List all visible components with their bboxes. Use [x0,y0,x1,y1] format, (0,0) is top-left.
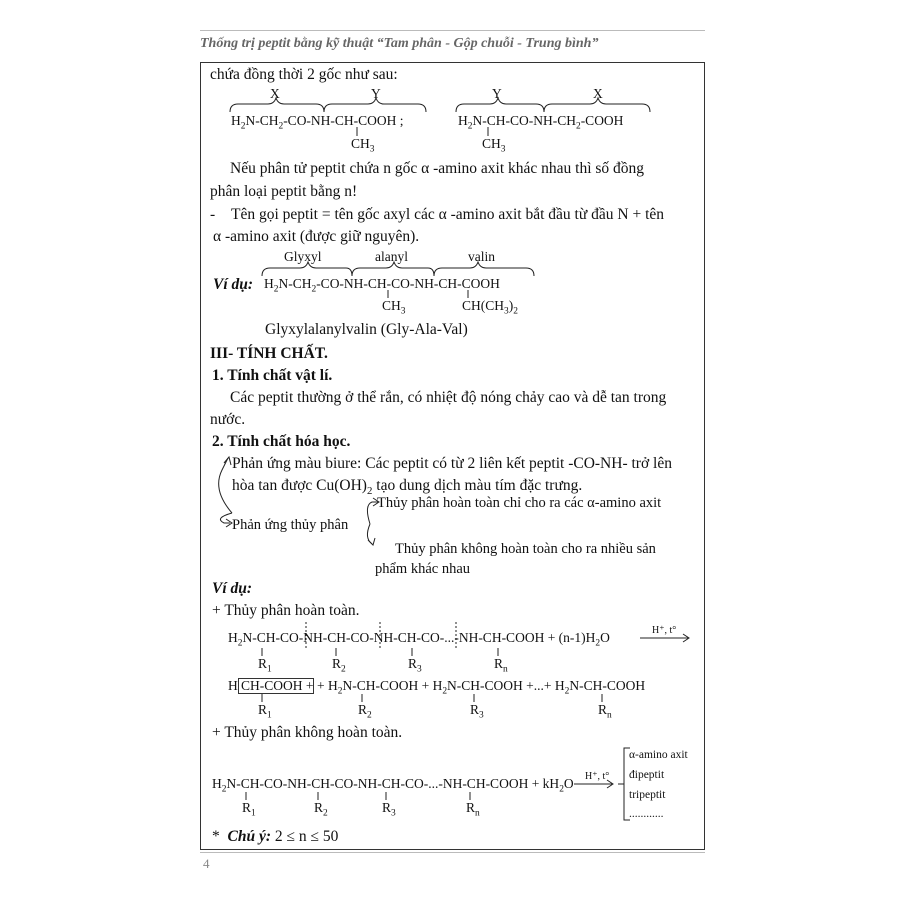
product-amino-acid: α-amino axit [629,749,688,761]
eqB-Rn: $R_n$ [598,702,612,721]
brace-label-glyxyl: Glyxyl [284,249,322,264]
eqA-R1: $R_1$ [258,656,272,675]
intro-line: chứa đồng thời 2 gốc như sau: [210,66,398,83]
full-hydrolysis: Thủy phân hoàn toàn chỉ cho ra các α-amino axit [377,495,662,511]
partial-title: + Thủy phân không hoàn toàn. [212,724,403,741]
example-branch-ch3: $CH_3$ [382,298,406,317]
eq2-formula: $H_2N-CH-CO-NH-CH_2$-COOH [458,113,624,132]
eqC-condition: H⁺, t° [585,771,610,782]
footer-rule [200,852,705,853]
subsection2-title: 2. Tính chất hóa học. [212,433,351,450]
partial-line2: phẩm khác nhau [375,561,471,577]
eqA-Rn: $R_n$ [494,656,508,675]
example-peptide-name: Glyxylalanylvalin (Gly-Ala-Val) [265,321,468,338]
phys-line1: Các peptit thường ở thể rắn, có nhiệt độ nóng chảy cao và dễ tan trong [230,389,667,406]
full-title: + Thủy phân hoàn toàn. [212,602,360,619]
page-number: 4 [203,856,210,871]
para1-line1: Nếu phân tử peptit chứa n gốc α -amino axit khác nhau thì số đồng [230,160,645,177]
para2-line2: α -amino axit (được giữ nguyên). [213,228,420,245]
eq2-label-x: X [593,86,603,101]
eqA-condition: H⁺, t° [652,625,677,636]
eq1-branch: $CH_3$ [351,136,375,155]
eqC-R3: $R_3$ [382,800,396,819]
example-formula: $H_2N-CH_2-CO-NH-CH-CO-NH-CH$-COOH [264,276,500,295]
eqC-Rn: $R_n$ [466,800,480,819]
partial-line1: Thủy phân không hoàn toàn cho ra nhiều sản [395,541,656,557]
eq1-label-y: Y [371,86,381,101]
product-dipeptide: đipeptit [629,769,665,781]
eqA-R2: $R_2$ [332,656,346,675]
eq1-label-x: X [270,86,280,101]
eqB-box-text: CH-COOH + [241,678,314,693]
product-ellipsis: ............ [629,808,664,820]
para1-line2: phân loại peptit bằng n! [210,183,358,200]
eqB-R2: $R_2$ [358,702,372,721]
eq2-branch: $CH_3$ [482,136,506,155]
para2-line1: Tên gọi peptit = tên gốc axyl các α -amino axit bắt đầu từ đầu N + tên [231,206,665,223]
eqB-R3: $R_3$ [470,702,484,721]
eqC-R2: $R_2$ [314,800,328,819]
note: * Chú ý: 2 ≤ n ≤ 50 [212,828,339,845]
bullet-dash: - [210,206,216,223]
eqC-R1: $R_1$ [242,800,256,819]
eq1-formula: $H_2N-CH_2-CO-NH-CH$-COOH ; [231,113,404,132]
product-tripeptide: tripeptit [629,789,666,801]
example-label: Ví dụ: [213,276,254,293]
eq2-label-y: Y [492,86,502,101]
example-branch-chch3: $CH(CH_3)_2$ [462,298,518,317]
brace-label-alanyl: alanyl [375,249,408,264]
eqC-formula: $H_2N-CH-CO-NH-CH-CO-NH-CH-CO-...-NH-CH$-COOH + $kH_2O$ [212,776,574,795]
brace-label-valin: valin [468,249,495,264]
header-top-rule [200,30,705,31]
eqB-R1: $R_1$ [258,702,272,721]
eqA-R3: $R_3$ [408,656,422,675]
eqB-formula: + $H_2N-CH$-COOH + $H_2N-CH$-COOH +...+ $H_2N-CH$-COOH [317,678,646,697]
biure-line1: Phản ứng màu biure: Các peptit có từ 2 liên kết peptit -CO-NH- trở lên [232,455,672,472]
eqB-H: H [228,678,238,693]
example2-label: Ví dụ: [212,580,253,597]
subsection1-title: 1. Tính chất vật lí. [212,367,333,384]
hydrolysis-label: Phản ứng thủy phân [232,517,349,533]
running-header: Thống trị peptit bằng kỹ thuật “Tam phân - Gộp chuỗi - Trung bình” [200,36,599,51]
eqA-formula: $H_2N-CH-CO-NH-CH-CO-NH-CH-CO-...-NH-CH$-COOH + $(n-1)H_2O$ [228,630,610,649]
phys-line2: nước. [210,411,246,428]
section3-title: III- TÍNH CHẤT. [210,345,328,362]
biure-line2: hòa tan được $Cu(OH)_2$ tạo dung dịch màu tím đặc trưng. [232,477,583,498]
